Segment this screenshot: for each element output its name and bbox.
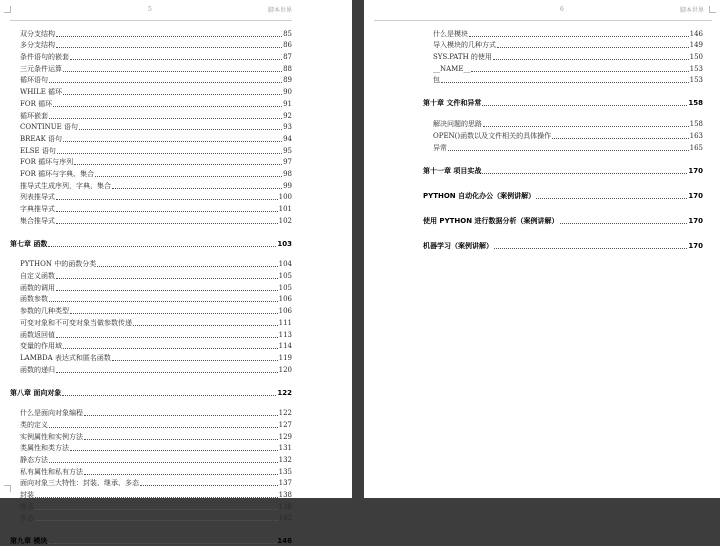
dot-leader — [112, 360, 278, 361]
dot-leader — [56, 223, 278, 224]
toc-entry-label: BREAK 语句 — [20, 134, 63, 143]
toc-entry-label: 多态 — [20, 514, 34, 523]
dot-leader — [84, 415, 278, 416]
dot-leader — [56, 290, 278, 291]
toc-entry[interactable] — [10, 340, 292, 352]
toc-entry-page: 146 — [689, 29, 703, 38]
toc-entry[interactable] — [10, 512, 292, 524]
toc-chapter-entry[interactable] — [10, 386, 292, 398]
toc-entry-label: 类的定义 — [20, 420, 48, 429]
toc-entry-page: 153 — [689, 76, 703, 85]
dot-leader — [62, 395, 276, 396]
toc-entry-page: 122 — [277, 388, 292, 397]
toc-entry-page: 122 — [278, 409, 292, 418]
dot-leader — [35, 520, 278, 521]
toc-entry-label: 双分支结构 — [20, 29, 55, 38]
crop-mark — [4, 6, 11, 13]
toc-chapter-entry[interactable] — [423, 239, 703, 251]
toc-entry-label: 循环嵌套 — [20, 111, 48, 120]
dot-leader — [49, 118, 282, 119]
toc-entry[interactable] — [10, 465, 292, 477]
toc-entry[interactable] — [10, 407, 292, 419]
toc-entry-page: 102 — [278, 216, 292, 225]
toc-entry-label: FOR 循环与字典、集合 — [20, 169, 95, 178]
toc-entry[interactable] — [10, 50, 292, 62]
dot-leader — [448, 150, 689, 151]
toc-entry-label: ELSE 语句 — [20, 146, 56, 155]
toc-entry-label: 第十章 文件和异常 — [423, 99, 482, 108]
dot-leader — [482, 173, 687, 174]
toc-entry-page: 104 — [278, 260, 292, 269]
toc-entry-page: 97 — [283, 158, 292, 167]
header-page-number: 6 — [560, 6, 564, 13]
toc-entry[interactable] — [10, 39, 292, 51]
dot-leader — [494, 248, 687, 249]
dot-leader — [63, 141, 282, 142]
toc-entry-page: 150 — [689, 53, 703, 62]
dot-leader — [469, 36, 689, 37]
header-title: 脚本世界 — [680, 7, 705, 14]
toc-entry-label: 参数的几种类型 — [20, 307, 69, 316]
toc-entry-page: 114 — [278, 342, 292, 351]
toc-entry[interactable] — [10, 214, 292, 226]
toc-entry-label: CONTINUE 语句 — [20, 123, 79, 132]
dot-leader — [560, 223, 688, 224]
toc-entry-page: 138 — [278, 502, 292, 511]
toc-entry-label: 面向对象三大特性：封装、继承、多态 — [20, 479, 139, 488]
dot-leader — [56, 47, 282, 48]
toc-entry-label: 私有属性和私有方法 — [20, 467, 83, 476]
toc-entry[interactable] — [10, 418, 292, 430]
toc-chapter-entry[interactable] — [10, 237, 292, 249]
toc-entry-label: 字典推导式 — [20, 205, 55, 213]
toc-entry-page: 99 — [283, 181, 292, 190]
toc-entry-label: 第十一章 项目实战 — [423, 166, 482, 175]
dot-leader — [84, 439, 278, 440]
dot-leader — [63, 348, 278, 349]
toc-entry-page: 170 — [688, 166, 703, 175]
toc-entry[interactable] — [10, 97, 292, 109]
toc-entry-page: 149 — [689, 41, 703, 50]
toc-entry[interactable] — [10, 316, 292, 328]
toc-entry[interactable] — [423, 62, 703, 74]
dot-leader — [482, 105, 687, 106]
toc-entry-label: 多分支结构 — [20, 41, 55, 50]
header-rule — [374, 20, 712, 21]
dot-leader — [63, 71, 282, 72]
toc-entry-label: FOR 循环 — [20, 99, 53, 108]
toc-entry-label: 导入模块的几种方式 — [433, 41, 496, 50]
toc-entry[interactable] — [423, 117, 703, 129]
dot-leader — [48, 543, 276, 544]
toc-entry-page: 103 — [277, 239, 292, 248]
toc-entry[interactable] — [10, 85, 292, 97]
toc-entry[interactable] — [10, 132, 292, 144]
toc-entry-label: 三元条件运算 — [20, 64, 62, 73]
toc-entry-page: 86 — [283, 41, 292, 50]
toc-entry[interactable] — [10, 281, 292, 293]
header-rule — [10, 20, 292, 21]
toc-entry-label: 变量的作用域 — [20, 342, 62, 351]
toc-entry-page: 98 — [283, 169, 292, 178]
toc-entry[interactable] — [423, 39, 703, 51]
toc-entry-page: 170 — [688, 241, 703, 250]
toc-entry-label: FOR 循环与序列 — [20, 158, 74, 167]
toc-entry-page: 153 — [689, 64, 703, 73]
toc-entry-label: 第七章 函数 — [10, 239, 48, 248]
toc-entry-page: 111 — [278, 318, 292, 327]
toc-entry[interactable] — [10, 62, 292, 74]
toc-entry-page: 106 — [278, 307, 292, 316]
dot-leader — [56, 36, 282, 37]
toc-entry-page: 170 — [688, 216, 703, 225]
toc-chapter-entry[interactable] — [10, 534, 292, 546]
toc-entry-page: 89 — [283, 76, 292, 85]
toc-chapter-entry[interactable] — [423, 214, 703, 226]
dot-leader — [56, 211, 278, 212]
toc-entry-page: 90 — [283, 88, 292, 97]
dot-leader — [56, 337, 278, 338]
toc-entry-page: 95 — [283, 146, 292, 155]
dot-leader — [49, 301, 278, 302]
toc-entry-label: 解决问题的思路 — [433, 120, 482, 129]
toc-entry[interactable] — [10, 500, 292, 512]
dot-leader — [70, 59, 282, 60]
toc-entry-label: 推导式生成序列，字典、集合 — [20, 181, 111, 190]
toc-entry-page: 165 — [689, 143, 703, 152]
toc-entry[interactable] — [10, 191, 292, 203]
toc-entry-label: PYTHON 中的函数分类 — [20, 260, 97, 269]
toc-entry[interactable] — [10, 109, 292, 121]
toc-entry-label: 封装 — [20, 491, 34, 500]
toc-entry[interactable] — [10, 74, 292, 86]
toc-entry-page: 87 — [283, 53, 292, 62]
toc-entry[interactable] — [10, 430, 292, 442]
dot-leader — [63, 94, 282, 95]
toc-entry-page: 105 — [278, 272, 292, 281]
toc-page-right — [364, 0, 720, 498]
header-title: 脚本世界 — [268, 7, 293, 14]
dot-leader — [79, 129, 282, 130]
toc-entry-page: 129 — [278, 432, 292, 441]
toc-list — [423, 27, 703, 251]
toc-entry-label: 列表推导式 — [20, 193, 55, 202]
toc-entry[interactable] — [10, 269, 292, 281]
dot-leader — [48, 246, 276, 247]
toc-entry-page: 170 — [688, 191, 703, 200]
dot-leader — [95, 176, 282, 177]
toc-entry-page: 135 — [278, 467, 292, 476]
toc-entry-page: 119 — [278, 353, 292, 362]
toc-entry-label: 条件语句的嵌套 — [20, 53, 69, 62]
toc-entry-label: 循环语句 — [20, 76, 48, 85]
toc-chapter-entry[interactable] — [423, 164, 703, 176]
toc-entry[interactable] — [423, 141, 703, 153]
toc-entry[interactable] — [423, 74, 703, 86]
toc-entry-page: 158 — [688, 99, 703, 108]
dot-leader — [70, 450, 278, 451]
dot-leader — [497, 47, 689, 48]
dot-leader — [53, 106, 282, 107]
toc-entry[interactable] — [423, 129, 703, 141]
toc-entry-page: 105 — [278, 283, 292, 292]
toc-entry[interactable] — [10, 477, 292, 489]
toc-entry-page: 113 — [278, 330, 292, 339]
dot-leader — [57, 153, 282, 154]
toc-entry[interactable] — [423, 50, 703, 62]
toc-entry-page: 138 — [278, 491, 292, 500]
dot-leader — [49, 82, 282, 83]
toc-entry-label: 包 — [433, 76, 440, 85]
toc-entry[interactable] — [10, 453, 292, 465]
toc-chapter-entry[interactable] — [423, 96, 703, 108]
dot-leader — [441, 82, 689, 83]
toc-entry-label: 实例属性和实例方法 — [20, 432, 83, 441]
dot-leader — [140, 485, 278, 486]
toc-entry-page: 92 — [283, 111, 292, 120]
toc-entry-label: LAMBDA 表达式和匿名函数 — [20, 353, 111, 362]
toc-page-left — [0, 0, 352, 546]
toc-entry[interactable] — [10, 363, 292, 375]
dot-leader — [493, 59, 689, 60]
toc-entry-page: 93 — [283, 123, 292, 132]
toc-entry[interactable] — [10, 167, 292, 179]
toc-entry[interactable] — [423, 27, 703, 39]
toc-list — [10, 27, 292, 546]
toc-entry-label: 自定义函数 — [20, 272, 55, 281]
dot-leader — [84, 474, 278, 475]
dot-leader — [74, 164, 282, 165]
toc-entry[interactable] — [10, 27, 292, 39]
toc-entry-label: 函数的调用 — [20, 283, 55, 292]
toc-entry-label: 函数参数 — [20, 295, 48, 304]
toc-entry-page: 127 — [278, 420, 292, 429]
toc-entry[interactable] — [10, 328, 292, 340]
crop-mark — [709, 6, 716, 13]
toc-entry-label: 什么是模块 — [433, 29, 468, 38]
dot-leader — [133, 325, 278, 326]
dot-leader — [49, 462, 278, 463]
toc-entry[interactable] — [10, 293, 292, 305]
toc-entry-label: 类属性和类方法 — [20, 444, 69, 453]
toc-entry-page: 142 — [278, 514, 292, 523]
dot-leader — [56, 199, 278, 200]
dot-leader — [70, 313, 278, 314]
toc-entry-page: 158 — [689, 120, 703, 129]
toc-entry-label: 继承 — [20, 502, 34, 511]
toc-entry-label: 函数的递归 — [20, 365, 55, 374]
header-page-number: 5 — [148, 6, 152, 13]
toc-entry[interactable] — [10, 156, 292, 168]
toc-entry-page: 100 — [278, 193, 292, 202]
toc-entry-label: 静态方法 — [20, 456, 48, 464]
toc-entry[interactable] — [10, 202, 292, 214]
toc-entry-page: 120 — [278, 365, 292, 374]
toc-entry-page: 137 — [278, 479, 292, 488]
dot-leader — [49, 427, 278, 428]
toc-entry[interactable] — [10, 488, 292, 500]
dot-leader — [552, 138, 688, 139]
toc-entry-label: 异常 — [433, 143, 447, 152]
dot-leader — [536, 198, 687, 199]
toc-entry-page: 106 — [278, 295, 292, 304]
toc-entry-page: 101 — [278, 205, 292, 213]
toc-entry-page: 91 — [283, 99, 292, 108]
toc-entry-label: 第九章 模块 — [10, 537, 48, 546]
toc-entry-label: SYS.PATH 的使用 — [433, 53, 492, 62]
toc-entry-label: 可变对象和不可变对象当做参数传递 — [20, 318, 132, 327]
toc-entry-label: 集合推导式 — [20, 216, 55, 225]
toc-entry-page: 94 — [283, 134, 292, 143]
toc-entry[interactable] — [10, 179, 292, 191]
toc-entry-page: 85 — [283, 29, 292, 38]
toc-entry-page: 88 — [283, 64, 292, 73]
toc-entry-label: WHILE 循环 — [20, 88, 63, 97]
toc-entry-page: 131 — [278, 444, 292, 453]
toc-entry[interactable] — [10, 304, 292, 316]
dot-leader — [483, 126, 689, 127]
toc-entry-page: 163 — [689, 131, 703, 140]
toc-entry[interactable] — [10, 144, 292, 156]
dot-leader — [56, 278, 278, 279]
toc-entry-page: 132 — [278, 456, 292, 464]
dot-leader — [471, 71, 688, 72]
toc-entry[interactable] — [10, 442, 292, 454]
toc-entry[interactable] — [10, 258, 292, 270]
toc-entry-label: 函数返回值 — [20, 330, 55, 339]
toc-entry-page: 146 — [277, 537, 292, 546]
toc-entry-label: __NAME__ — [433, 64, 471, 73]
toc-entry[interactable] — [10, 351, 292, 363]
dot-leader — [112, 188, 282, 189]
toc-entry-label: 机器学习（案例讲解） — [423, 241, 493, 250]
dot-leader — [56, 372, 278, 373]
toc-chapter-entry[interactable] — [423, 189, 703, 201]
toc-entry[interactable] — [10, 121, 292, 133]
toc-entry-label: 什么是面向对象编程 — [20, 409, 83, 418]
toc-entry-label: OPEN()函数以及文件相关的具体操作 — [433, 131, 552, 140]
toc-entry-label: PYTHON 自动化办公（案例讲解） — [423, 191, 536, 200]
dot-leader — [97, 266, 277, 267]
toc-entry-label: 使用 PYTHON 进行数据分析（案例讲解） — [423, 216, 559, 225]
toc-entry-label: 第八章 面向对象 — [10, 388, 62, 397]
dot-leader — [35, 509, 278, 510]
